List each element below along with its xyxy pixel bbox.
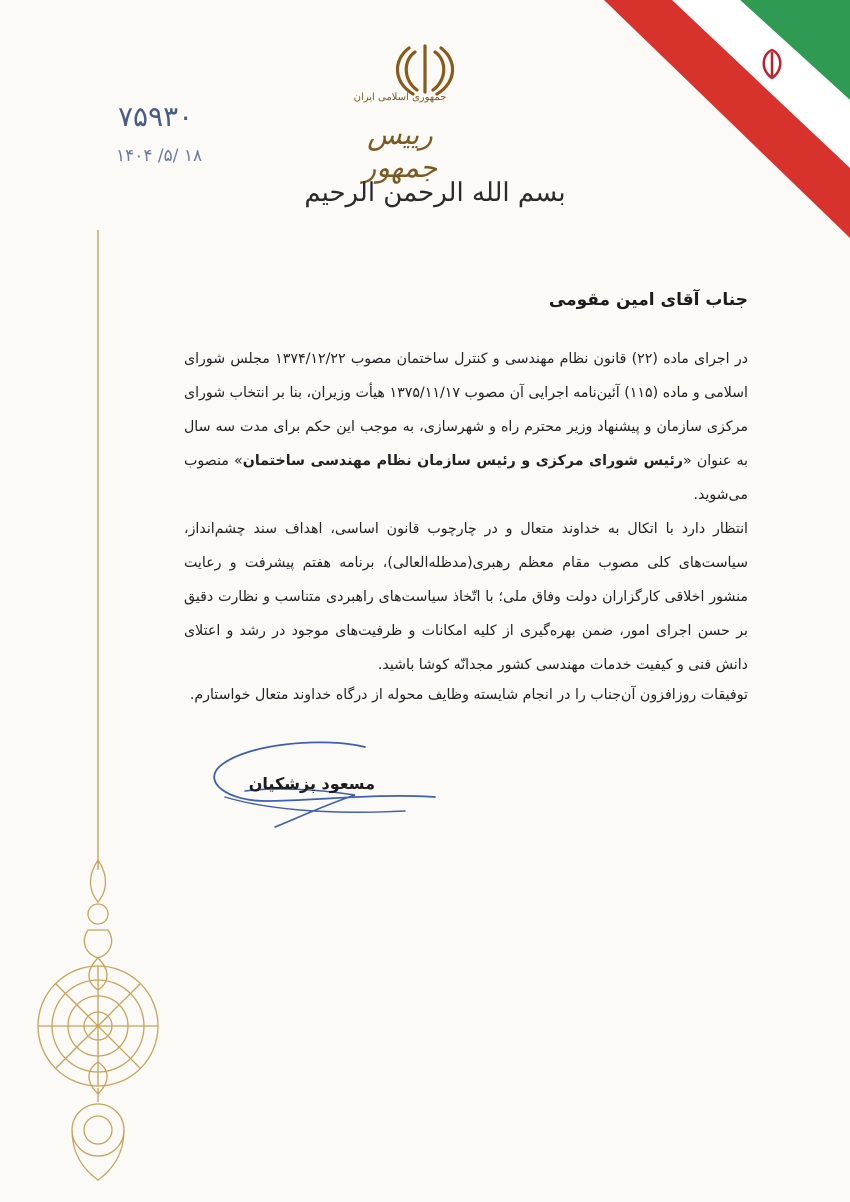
national-emblem-icon — [385, 40, 465, 100]
addressee: جناب آقای امین مقومی — [548, 290, 748, 310]
ornament-large-medallion — [38, 958, 158, 1094]
paragraph1-text-start: در اجرای ماده (۲۲) قانون نظام مهندسی و کنترل ساختمان مصوب ۱۳۷۴/۱۲/۲۲ مجلس شورای اسلامی و ماده (۱۱۵) آئین‌نامه اجرایی آن مصوب ۱۳۷۵/۱۱/۱۷ هیأت وزیران، بنا بر انتخاب شورای مرکزی سازمان و پیشنهاد وزیر محترم راه و شهرسازی، به موجب این حکم برای مدت سه سال به عنوان « — [184, 351, 748, 469]
letter-body — [184, 342, 748, 682]
signer-name: مسعود پزشکیان — [248, 774, 375, 793]
paragraph-appointment — [184, 342, 748, 512]
closing-line: توفیقات روزافزون آن‌جناب را در انجام شایسته وظایف محوله از درگاه خداوند متعال خواستارم. — [189, 687, 748, 703]
paragraph-expectations: انتظار دارد با اتکال به خداوند متعال و در چارچوب قانون اساسی، اهداف سند چشم‌انداز، سیاست‌های کلی مصوب مقام معظم رهبری(مدظله‌العالی)، برنامه هفتم پیشرفت و رعایت منشور اخلاقی کارگزاران دولت وفاق ملی؛ با اتّخاذ سیاست‌های راهبردی متناسب و نظارت دقیق بر حسن اجرای امور، ضمن بهره‌گیری از کلیه امکانات و ظرفیت‌های موجود در رشد و اعتلای دانش فنی و کیفیت خدمات مهندسی کشور مجدانّه کوشا باشید. — [184, 521, 748, 673]
reference-date: ۱۴۰۴ /۵/ ۱۸ — [116, 146, 203, 166]
paragraph1-text-end: » منصوب می‌شوید. — [184, 453, 748, 503]
ornament-small-medallion — [84, 860, 111, 958]
reference-number: ۷۵۹۳۰ — [118, 100, 194, 133]
ornament-decoration — [20, 230, 180, 1190]
basmala: بسم الله الرحمن الرحیم — [304, 178, 566, 208]
appointed-title: رئیس شورای مرکزی و رئیس سازمان نظام مهندسی ساختمان — [242, 453, 683, 469]
country-name: جمهوری اسلامی ایران — [353, 92, 447, 103]
ornament-bottom-drop — [72, 1088, 124, 1180]
office-title: رییس جمهور — [362, 118, 438, 184]
